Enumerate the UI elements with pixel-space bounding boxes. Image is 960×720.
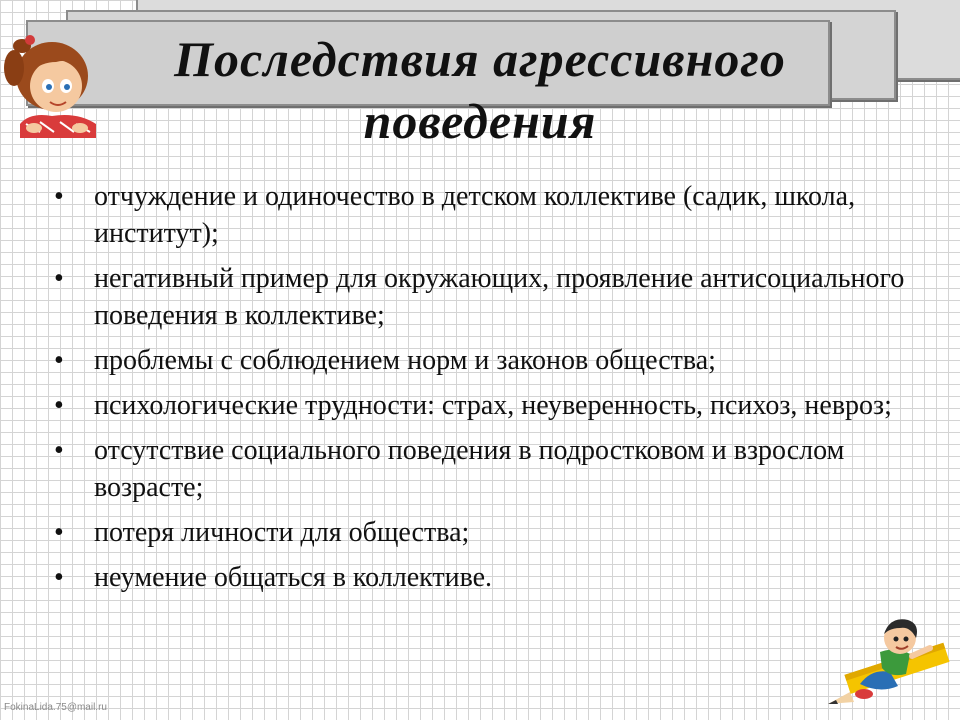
list-item: [52, 260, 912, 334]
bullet-text: неумение общаться в коллективе.: [94, 562, 493, 593]
bullet-icon: •: [54, 181, 64, 212]
list-item: [52, 178, 912, 252]
bullet-icon: •: [54, 562, 64, 593]
list-item: [52, 387, 912, 424]
bullet-text: отсутствие социального поведения в подростковом и взрослом возрасте;: [94, 435, 845, 503]
bullet-icon: •: [54, 263, 64, 294]
bullet-text: негативный пример для окружающих, проявление антисоциального поведения в коллективе;: [94, 263, 905, 331]
list-item: [52, 342, 912, 379]
bullet-icon: •: [54, 517, 64, 548]
bullet-icon: •: [54, 390, 64, 421]
bullet-icon: •: [54, 435, 64, 466]
bullet-icon: •: [54, 345, 64, 376]
bullet-text: отчуждение и одиночество в детском коллективе (садик, школа, институт);: [94, 181, 856, 249]
bullet-text: психологические трудности: страх, неуверенность, психоз, невроз;: [94, 390, 892, 421]
bullet-list: [52, 178, 912, 604]
slide-title: Последствия агрессивного поведения: [174, 31, 786, 149]
bullet-text: проблемы с соблюдением норм и законов общества;: [94, 345, 716, 376]
bullet-text: потеря личности для общества;: [94, 517, 470, 548]
boy-on-pencil-icon: [820, 612, 960, 712]
list-item: [52, 432, 912, 506]
list-item: [52, 559, 912, 596]
list-item: [52, 514, 912, 551]
watermark: FokinaLida.75@mail.ru: [4, 702, 107, 713]
